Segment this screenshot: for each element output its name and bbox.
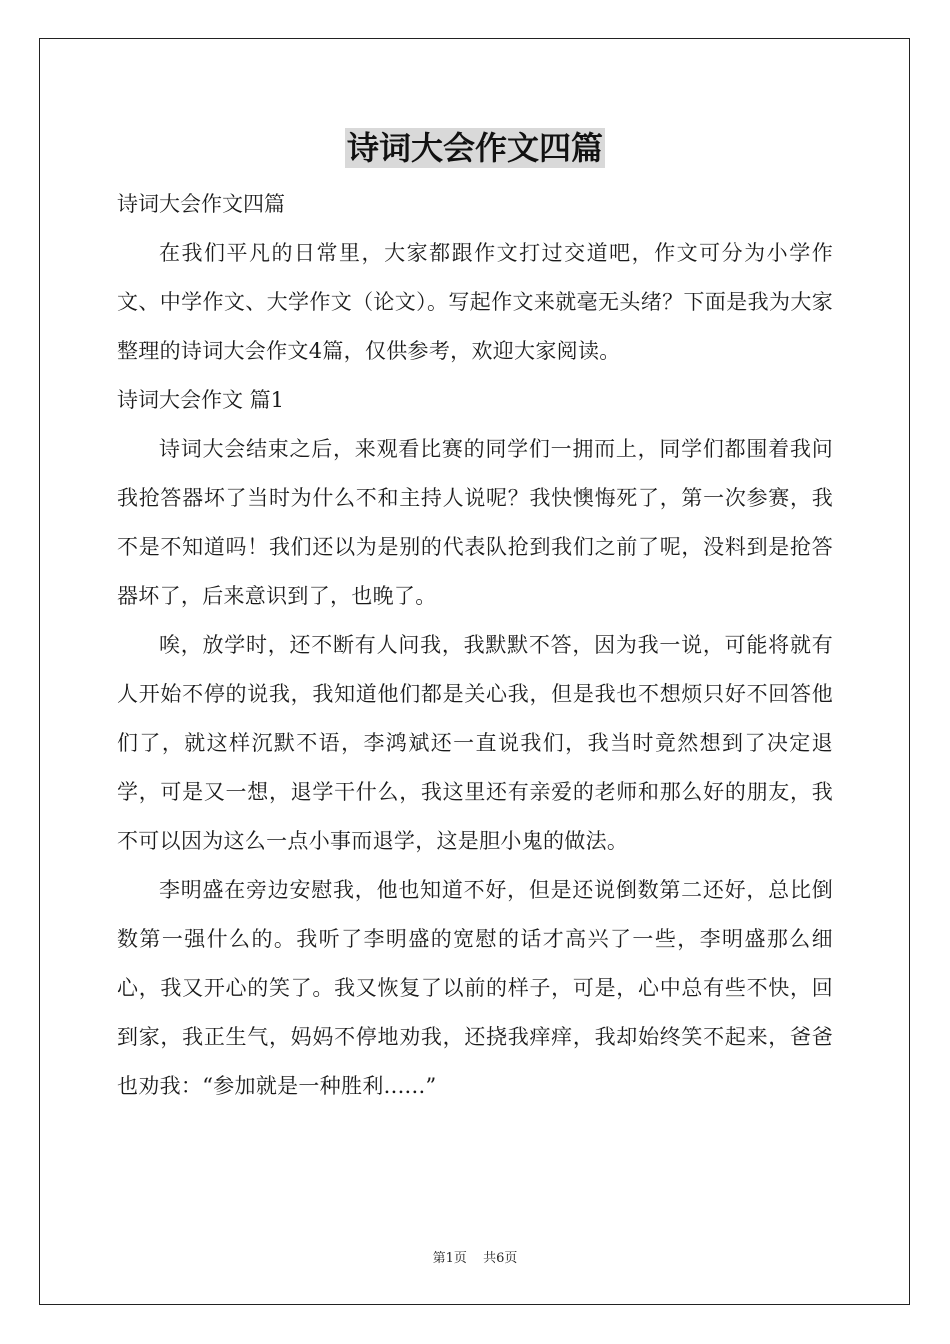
page-footer bbox=[0, 1247, 950, 1266]
body-paragraph-2: 唉，放学时，还不断有人问我，我默默不答，因为我一说，可能将就有人开始不停的说我，我知道他们都是关心我，但是我也不想烦只好不回答他们了，就这样沉默不语，李鸿斌还一直说我们，我当时竟然想到了决定退学，可是又一想，退学干什么，我这里还有亲爱的老师和那么好的朋友，我不可以因为这么一点小事而退学，这是胆小鬼的做法。 bbox=[117, 633, 833, 853]
document-subtitle: 诗词大会作文四篇 bbox=[117, 192, 285, 216]
section-heading: 诗词大会作文 篇1 bbox=[117, 388, 285, 412]
body-paragraph-1: 诗词大会结束之后，来观看比赛的同学们一拥而上，同学们都围着我问我抢答器坏了当时为什么不和主持人说呢？我快懊悔死了，第一次参赛，我不是不知道吗！我们还以为是别的代表队抢到我们之前了呢，没料到是抢答器坏了，后来意识到了，也晚了。 bbox=[117, 437, 833, 608]
document-title: 诗词大会作文四篇 bbox=[346, 129, 603, 167]
intro-paragraph: 在我们平凡的日常里，大家都跟作文打过交道吧，作文可分为小学作文、中学作文、大学作文（论文）。写起作文来就毫无头绪？下面是我为大家整理的诗词大会作文4篇，仅供参考，欢迎大家阅读。 bbox=[117, 241, 833, 363]
title-wrap bbox=[0, 128, 950, 168]
page-total: 共6页 bbox=[483, 1251, 518, 1266]
page-number: 第1页 bbox=[432, 1251, 467, 1266]
body-paragraph-3: 李明盛在旁边安慰我，他也知道不好，但是还说倒数第二还好，总比倒数第一强什么的。我听了李明盛的宽慰的话才高兴了一些，李明盛那么细心，我又开心的笑了。我又恢复了以前的样子，可是，心中总有些不快，回到家，我正生气，妈妈不停地劝我，还挠我痒痒，我却始终笑不起来，爸爸也劝我：“参加就是一种胜利......” bbox=[117, 878, 833, 1098]
document-body bbox=[117, 180, 833, 1111]
